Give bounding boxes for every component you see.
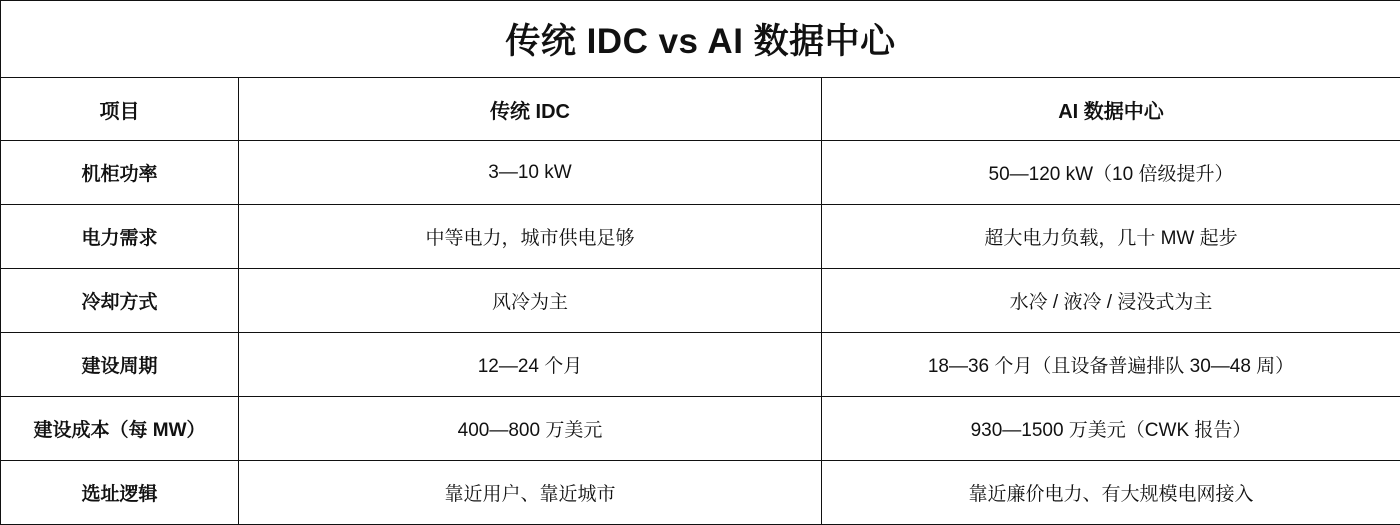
row-value-traditional-idc: 12—24 个月 (239, 333, 822, 397)
row-label: 机柜功率 (1, 141, 239, 205)
row-value-traditional-idc: 3—10 kW (239, 141, 822, 205)
row-label: 冷却方式 (1, 269, 239, 333)
column-header-traditional-idc: 传统 IDC (239, 78, 822, 141)
header-row (1, 78, 1400, 141)
row-value-ai-datacenter: 930—1500 万美元（CWK 报告） (822, 397, 1400, 461)
row-value-ai-datacenter: 靠近廉价电力、有大规模电网接入 (822, 461, 1400, 525)
row-value-traditional-idc: 400—800 万美元 (239, 397, 822, 461)
table-row (1, 333, 1400, 397)
title-row (1, 1, 1400, 78)
table-row (1, 141, 1400, 205)
table-row (1, 269, 1400, 333)
row-value-traditional-idc: 中等电力，城市供电足够 (239, 205, 822, 269)
table-row (1, 461, 1400, 525)
row-value-ai-datacenter: 超大电力负载，几十 MW 起步 (822, 205, 1400, 269)
row-label: 选址逻辑 (1, 461, 239, 525)
page-title: 传统 IDC vs AI 数据中心 (1, 1, 1400, 78)
table-row (1, 205, 1400, 269)
row-value-ai-datacenter: 50—120 kW（10 倍级提升） (822, 141, 1400, 205)
row-value-traditional-idc: 靠近用户、靠近城市 (239, 461, 822, 525)
row-value-ai-datacenter: 18—36 个月（且设备普遍排队 30—48 周） (822, 333, 1400, 397)
column-header-ai-datacenter: AI 数据中心 (822, 78, 1400, 141)
column-header-item: 项目 (1, 78, 239, 141)
row-label: 电力需求 (1, 205, 239, 269)
row-label: 建设成本（每 MW） (1, 397, 239, 461)
row-label: 建设周期 (1, 333, 239, 397)
row-value-traditional-idc: 风冷为主 (239, 269, 822, 333)
row-value-ai-datacenter: 水冷 / 液冷 / 浸没式为主 (822, 269, 1400, 333)
table-row (1, 397, 1400, 461)
